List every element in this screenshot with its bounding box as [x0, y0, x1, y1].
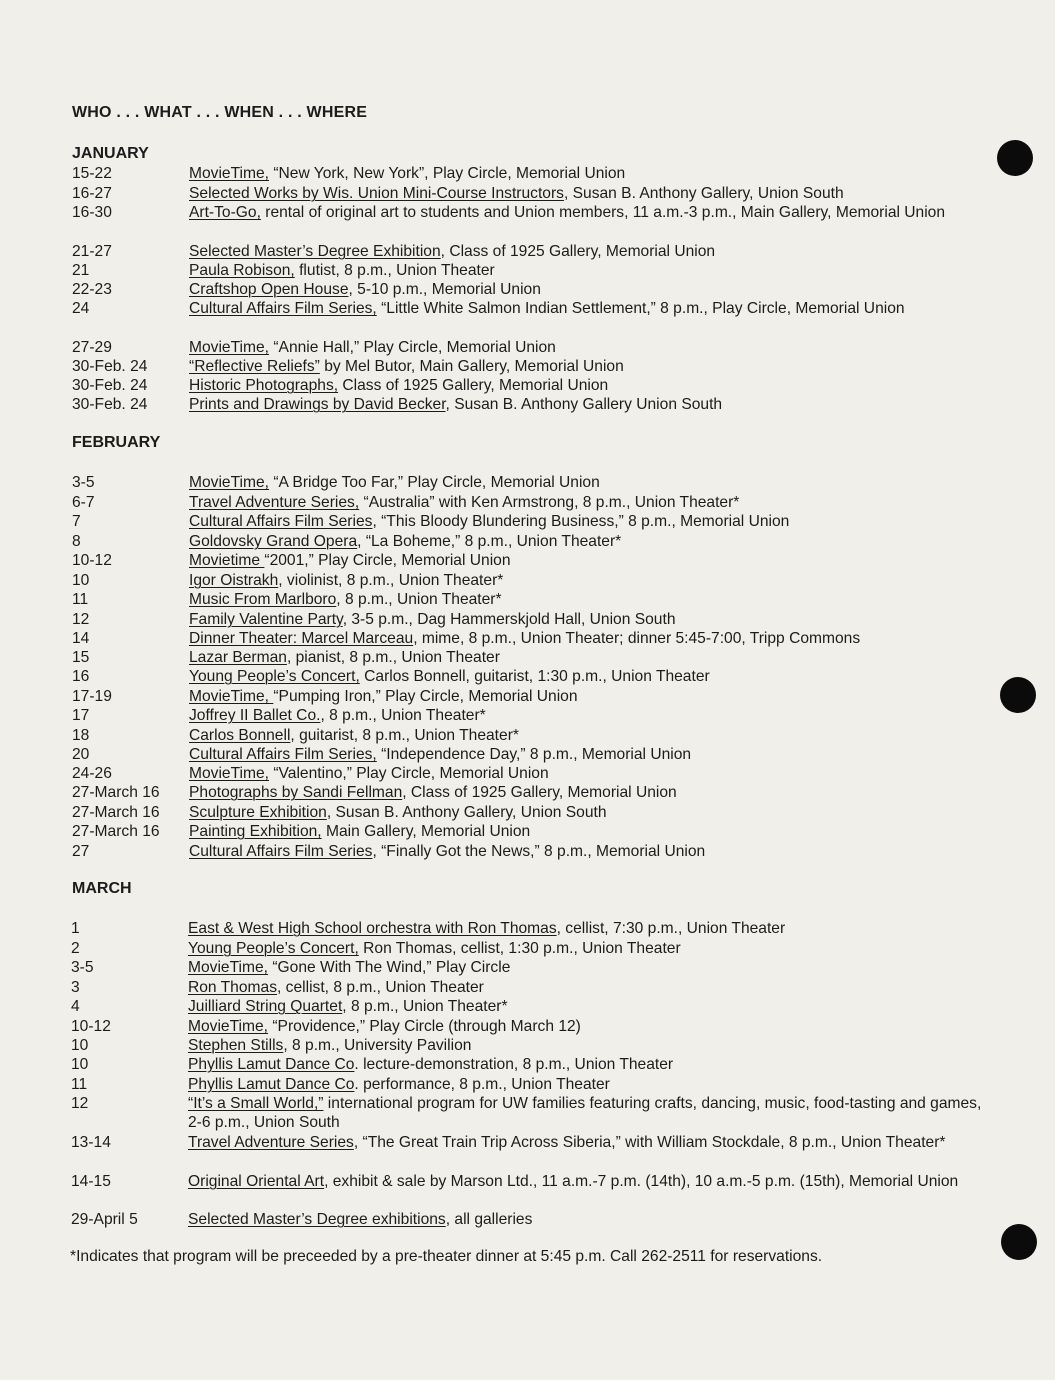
event-date: 18 [72, 727, 90, 744]
event-date: 2 [71, 940, 80, 957]
event-description [189, 376, 984, 395]
event-description [189, 571, 984, 590]
event-title: Selected Works by Wis. Union Mini-Course Instructors [189, 185, 564, 202]
event-description [189, 338, 984, 357]
event-description [189, 261, 984, 280]
event-description [189, 590, 984, 609]
event-title: MovieTime, [189, 474, 270, 491]
event-date: 11 [72, 591, 89, 608]
event-title: Selected Master’s Degree Exhibition [189, 243, 441, 260]
event-date: 15 [72, 649, 90, 666]
event-title: MovieTime, [189, 688, 274, 705]
event-description [189, 822, 984, 841]
event-date: 24 [72, 300, 90, 317]
event-title: Photographs by Sandi Fellman [189, 784, 403, 801]
event-details: , Susan B. Anthony Gallery Union South [445, 396, 723, 413]
event-details: “Little White Salmon Indian Settlement,” 8 p.m., Play Circle, Memorial Union [376, 300, 905, 317]
event-title: “Reflective Reliefs” [189, 358, 320, 375]
event-details: “A Bridge Too Far,” Play Circle, Memorial Union [269, 474, 600, 491]
event-description [189, 357, 984, 376]
event-description [189, 842, 984, 861]
event-title: Travel Adventure Series, [189, 494, 360, 511]
event-description [189, 203, 984, 222]
event-description [188, 1075, 983, 1094]
event-details: “Providence,” Play Circle (through March 12) [268, 1018, 581, 1035]
event-title: Young People’s Concert, [188, 940, 359, 957]
event-date: 15-22 [72, 165, 112, 182]
event-details: Class of 1925 Gallery, Memorial Union [338, 377, 609, 394]
event-date: 27-29 [72, 339, 112, 356]
event-date: 27 [72, 843, 90, 860]
event-details: , all galleries [445, 1211, 533, 1228]
event-title: Young People’s Concert, [189, 668, 360, 685]
event-title: Paula Robison, [189, 262, 295, 279]
event-date: 10 [71, 1037, 89, 1054]
event-details: , mime, 8 p.m., Union Theater; dinner 5:45-7:00, Tripp Commons [413, 630, 861, 647]
event-title: Phyllis Lamut Dance Co [188, 1056, 355, 1073]
event-title: Family Valentine Party [189, 611, 343, 628]
event-title: MovieTime, [189, 339, 270, 356]
event-date: 14 [72, 630, 90, 647]
event-description [189, 512, 984, 531]
event-date: 21 [72, 262, 90, 279]
event-date: 1 [71, 920, 80, 937]
event-details: by Mel Butor, Main Gallery, Memorial Union [319, 358, 624, 375]
event-date: 24-26 [72, 765, 112, 782]
event-description [188, 1172, 983, 1191]
event-details: , “Finally Got the News,” 8 p.m., Memorial Union [372, 843, 706, 860]
event-description [188, 939, 983, 958]
event-description [189, 764, 984, 783]
event-description [188, 1055, 983, 1074]
event-details: , 8 p.m., University Pavilion [283, 1037, 472, 1054]
event-title: Selected Master’s Degree exhibitions [188, 1211, 446, 1228]
event-date: 29-April 5 [71, 1211, 138, 1228]
event-date: 8 [72, 533, 81, 550]
event-description [188, 997, 983, 1016]
event-description [189, 783, 984, 802]
event-title: Cultural Affairs Film Series, [189, 746, 377, 763]
event-title: Ron Thomas [188, 979, 277, 996]
event-date: 27-March 16 [72, 823, 160, 840]
event-description [188, 1094, 983, 1133]
event-details: “Valentino,” Play Circle, Memorial Union [269, 765, 549, 782]
event-description [189, 395, 984, 414]
event-title: MovieTime, [188, 959, 269, 976]
event-date: 3-5 [72, 474, 95, 491]
event-title: Historic Photographs, [189, 377, 339, 394]
event-description [188, 1036, 983, 1055]
event-description [189, 803, 984, 822]
event-description [188, 978, 983, 997]
event-date: 16 [72, 668, 90, 685]
event-details: . lecture-demonstration, 8 p.m., Union Theater [354, 1056, 674, 1073]
event-title: Dinner Theater: Marcel Marceau [189, 630, 414, 647]
event-description [189, 299, 984, 318]
event-description [189, 667, 984, 686]
event-title: Travel Adventure Series [188, 1134, 354, 1151]
event-description [189, 532, 984, 551]
event-description [189, 687, 984, 706]
event-details: , “This Bloody Blundering Business,” 8 p.m., Memorial Union [372, 513, 790, 530]
event-title: Carlos Bonnell [189, 727, 291, 744]
event-date: 30-Feb. 24 [72, 396, 148, 413]
event-date: 30-Feb. 24 [72, 358, 148, 375]
event-details: , cellist, 8 p.m., Union Theater [277, 979, 484, 996]
event-description [188, 1017, 983, 1036]
event-title: MovieTime, [189, 765, 270, 782]
event-date: 3-5 [71, 959, 94, 976]
event-details: , Susan B. Anthony Gallery, Union South [563, 185, 844, 202]
event-title: MovieTime, [188, 1018, 269, 1035]
month-heading: FEBRUARY [72, 434, 161, 451]
event-details: , 5-10 p.m., Memorial Union [348, 281, 541, 298]
event-date: 27-March 16 [72, 804, 160, 821]
event-description [189, 551, 984, 570]
event-description [189, 473, 984, 492]
event-details: , guitarist, 8 p.m., Union Theater* [290, 727, 519, 744]
month-heading: JANUARY [72, 145, 149, 162]
event-date: 21-27 [72, 243, 112, 260]
event-details: flutist, 8 p.m., Union Theater [294, 262, 495, 279]
event-details: , violinist, 8 p.m., Union Theater* [278, 572, 504, 589]
event-details: , Susan B. Anthony Gallery, Union South [326, 804, 607, 821]
event-title: Cultural Affairs Film Series [189, 513, 373, 530]
event-description [188, 1133, 983, 1152]
event-details: , “The Great Train Trip Across Siberia,” with William Stockdale, 8 p.m., Union Theater* [353, 1134, 946, 1151]
event-details: international program for UW families featuring crafts, dancing, music, food-tasting and games, 2-6 p.m., Union South [188, 1095, 982, 1132]
event-date: 14-15 [71, 1173, 111, 1190]
binder-hole-icon [1000, 677, 1036, 713]
event-details: , 8 p.m., Union Theater* [342, 998, 508, 1015]
event-details: , exhibit & sale by Marson Ltd., 11 a.m.-7 p.m. (14th), 10 a.m.-5 p.m. (15th), Memorial Union [324, 1173, 959, 1190]
event-details: “New York, New York”, Play Circle, Memorial Union [269, 165, 626, 182]
event-title: Craftshop Open House [189, 281, 349, 298]
event-details: rental of original art to students and Union members, 11 a.m.-3 p.m., Main Gallery, Memorial Union [260, 204, 946, 221]
event-date: 10 [72, 572, 90, 589]
event-title: “It’s a Small World,” [188, 1095, 324, 1112]
event-details: “Gone With The Wind,” Play Circle [268, 959, 511, 976]
event-description [189, 745, 984, 764]
footnote: *Indicates that program will be preceeded by a pre-theater dinner at 5:45 p.m. Call 262-2511 for reservations. [70, 1248, 823, 1265]
event-details: “2001,” Play Circle, Memorial Union [264, 552, 511, 569]
event-title: Painting Exhibition, [189, 823, 322, 840]
event-date: 12 [71, 1095, 89, 1112]
event-details: , pianist, 8 p.m., Union Theater [286, 649, 500, 666]
event-details: “Annie Hall,” Play Circle, Memorial Union [269, 339, 556, 356]
event-date: 16-27 [72, 185, 112, 202]
event-date: 10 [71, 1056, 89, 1073]
event-date: 20 [72, 746, 90, 763]
event-description [189, 280, 984, 299]
event-date: 4 [71, 998, 80, 1015]
event-title: Stephen Stills [188, 1037, 284, 1054]
event-title: Juilliard String Quartet [188, 998, 343, 1015]
event-details: “Australia” with Ken Armstrong, 8 p.m., Union Theater* [359, 494, 740, 511]
event-details: Carlos Bonnell, guitarist, 1:30 p.m., Union Theater [359, 668, 710, 685]
event-date: 6-7 [72, 494, 95, 511]
event-title: Music From Marlboro [189, 591, 337, 608]
event-details: , 8 p.m., Union Theater* [336, 591, 502, 608]
page-heading: WHO . . . WHAT . . . WHEN . . . WHERE [72, 104, 368, 121]
event-title: Joffrey II Ballet Co. [189, 707, 321, 724]
event-details: , Class of 1925 Gallery, Memorial Union [440, 243, 716, 260]
event-details: Main Gallery, Memorial Union [321, 823, 531, 840]
event-description [189, 706, 984, 725]
event-title: East & West High School orchestra with Ron Thomas [188, 920, 557, 937]
event-title: Cultural Affairs Film Series, [189, 300, 377, 317]
event-title: Art-To-Go, [189, 204, 261, 221]
event-title: MovieTime, [189, 165, 270, 182]
event-title: Movietime [189, 552, 265, 569]
event-description [188, 919, 983, 938]
event-date: 3 [71, 979, 80, 996]
event-description [189, 493, 984, 512]
event-date: 27-March 16 [72, 784, 160, 801]
event-details: “Pumping Iron,” Play Circle, Memorial Union [273, 688, 578, 705]
event-date: 7 [72, 513, 81, 530]
event-description [189, 242, 984, 261]
event-date: 22-23 [72, 281, 112, 298]
event-description [189, 184, 984, 203]
event-description [189, 610, 984, 629]
event-details: , 8 p.m., Union Theater* [320, 707, 486, 724]
event-details: , “La Boheme,” 8 p.m., Union Theater* [357, 533, 622, 550]
event-title: Prints and Drawings by David Becker [189, 396, 446, 413]
event-description [189, 629, 984, 648]
event-description [189, 726, 984, 745]
event-title: Phyllis Lamut Dance Co [188, 1076, 355, 1093]
event-date: 30-Feb. 24 [72, 377, 148, 394]
binder-hole-icon [997, 140, 1033, 176]
event-description [188, 1210, 983, 1229]
event-title: Cultural Affairs Film Series [189, 843, 373, 860]
event-title: Igor Oistrakh [189, 572, 279, 589]
event-description [189, 648, 984, 667]
event-title: Goldovsky Grand Opera [189, 533, 358, 550]
event-date: 17 [72, 707, 90, 724]
event-date: 17-19 [72, 688, 112, 705]
event-details: “Independence Day,” 8 p.m., Memorial Union [376, 746, 692, 763]
event-date: 12 [72, 611, 90, 628]
event-details: , 3-5 p.m., Dag Hammerskjold Hall, Union South [342, 611, 676, 628]
event-date: 16-30 [72, 204, 112, 221]
event-details: Ron Thomas, cellist, 1:30 p.m., Union Theater [358, 940, 681, 957]
event-date: 11 [71, 1076, 88, 1093]
event-title: Original Oriental Art [188, 1173, 325, 1190]
event-description [188, 958, 983, 977]
event-date: 10-12 [71, 1018, 111, 1035]
event-date: 10-12 [72, 552, 112, 569]
event-title: Sculpture Exhibition [189, 804, 327, 821]
event-date: 13-14 [71, 1134, 111, 1151]
event-details: . performance, 8 p.m., Union Theater [354, 1076, 610, 1093]
event-details: , cellist, 7:30 p.m., Union Theater [556, 920, 786, 937]
event-title: Lazar Berman [189, 649, 287, 666]
event-details: , Class of 1925 Gallery, Memorial Union [402, 784, 677, 801]
binder-hole-icon [1001, 1224, 1037, 1260]
month-heading: MARCH [72, 880, 132, 897]
event-description [189, 164, 984, 183]
